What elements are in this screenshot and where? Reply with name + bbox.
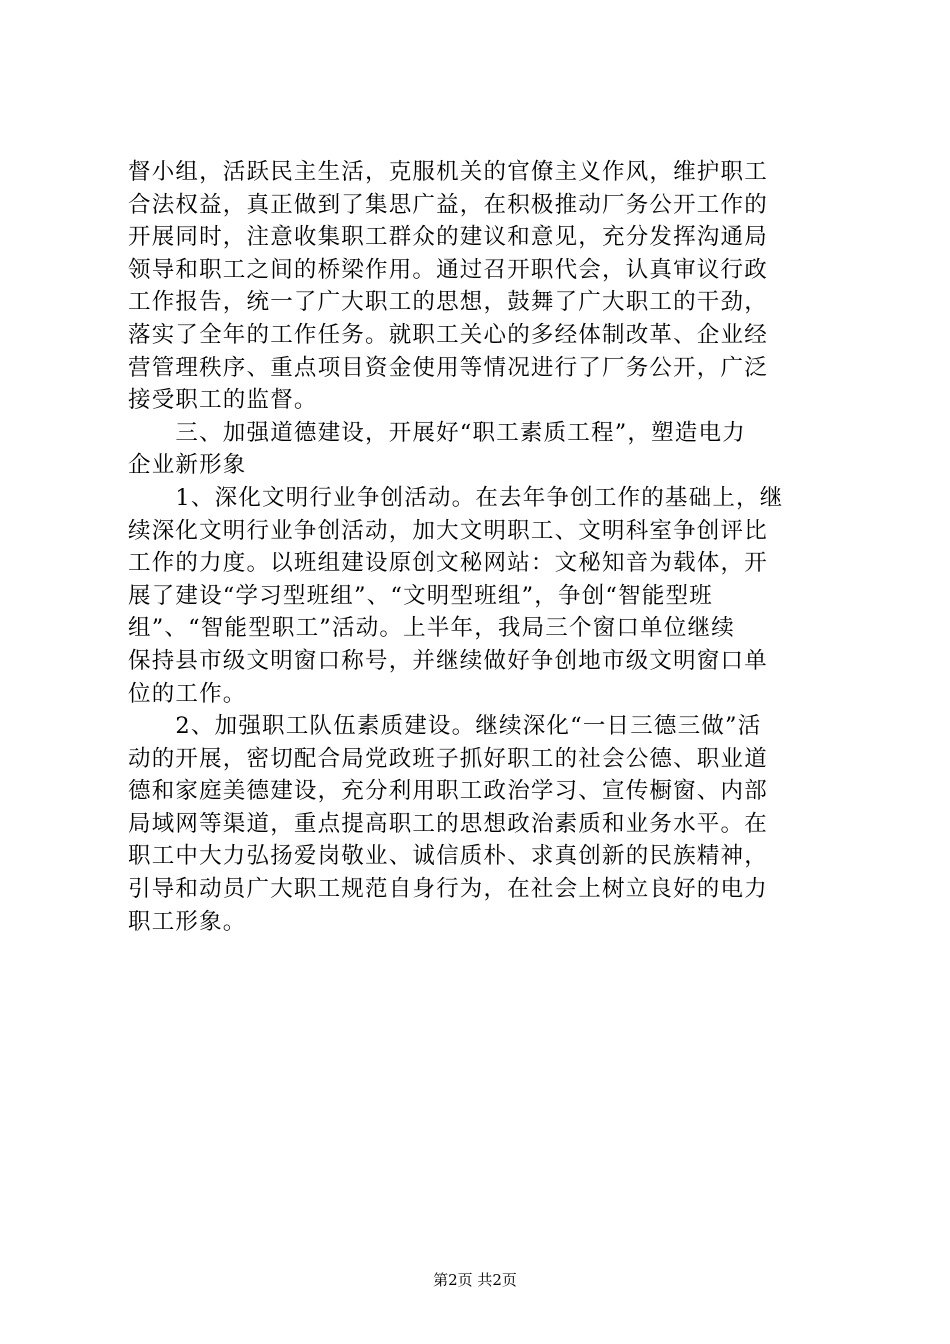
text-line: 营管理秩序、重点项目资金使用等情况进行了厂务公开，广泛: [128, 354, 768, 381]
text-line: 合法权益，真正做到了集思广益，在积极推动厂务公开工作的: [128, 191, 768, 218]
text-line: 引导和动员广大职工规范自身行为，在社会上树立良好的电力: [128, 876, 768, 903]
text-line: 落实了全年的工作任务。就职工关心的多经体制改革、企业经: [128, 321, 768, 348]
section-heading-line: 企业新形象: [128, 452, 247, 479]
text-line: 领导和职工之间的桥梁作用。通过召开职代会，认真审议行政: [128, 256, 768, 283]
text-line: 开展同时，注意收集职工群众的建议和意见，充分发挥沟通局: [128, 224, 768, 251]
text-line: 职工形象。: [128, 908, 247, 935]
text-line: 职工中大力弘扬爱岗敬业、诚信质朴、求真创新的民族精神，: [128, 843, 768, 870]
text-line: 续深化文明行业争创活动，加大文明职工、文明科室争创评比: [128, 517, 768, 544]
text-line: 工作报告，统一了广大职工的思想，鼓舞了广大职工的干劲，: [128, 289, 768, 316]
text-line: 接受职工的监督。: [128, 387, 318, 414]
page-number: 第2页 共2页: [433, 1271, 517, 1289]
text-line: 督小组，活跃民主生活，克服机关的官僚主义作风，维护职工: [128, 159, 768, 185]
text-line: 工作的力度。以班组建设原创文秘网站：文秘知音为载体，开: [128, 550, 768, 577]
text-line: 局域网等渠道，重点提高职工的思想政治素质和业务水平。在: [128, 810, 768, 837]
text-line: 德和家庭美德建设，充分利用职工政治学习、宣传橱窗、内部: [128, 778, 768, 805]
body-text: [128, 156, 828, 938]
text-line: 动的开展，密切配合局党政班子抓好职工的社会公德、职业道: [128, 745, 768, 772]
text-line: 保持县市级文明窗口称号，并继续做好争创地市级文明窗口单: [128, 647, 768, 674]
text-line: 1、深化文明行业争创活动。在去年争创工作的基础上，继: [128, 484, 784, 511]
text-line: 展了建设“学习型班组”、“文明型班组”，争创“智能型班: [128, 582, 713, 609]
text-line: 组”、“智能型职工”活动。上半年，我局三个窗口单位继续: [128, 615, 735, 642]
text-line: 位的工作。: [128, 680, 247, 707]
page-footer: [0, 1270, 950, 1290]
section-heading-line: 三、加强道德建设，开展好“职工素质工程”，塑造电力: [128, 419, 746, 446]
text-line: 2、加强职工队伍素质建设。继续深化“一日三德三做”活: [128, 713, 762, 740]
